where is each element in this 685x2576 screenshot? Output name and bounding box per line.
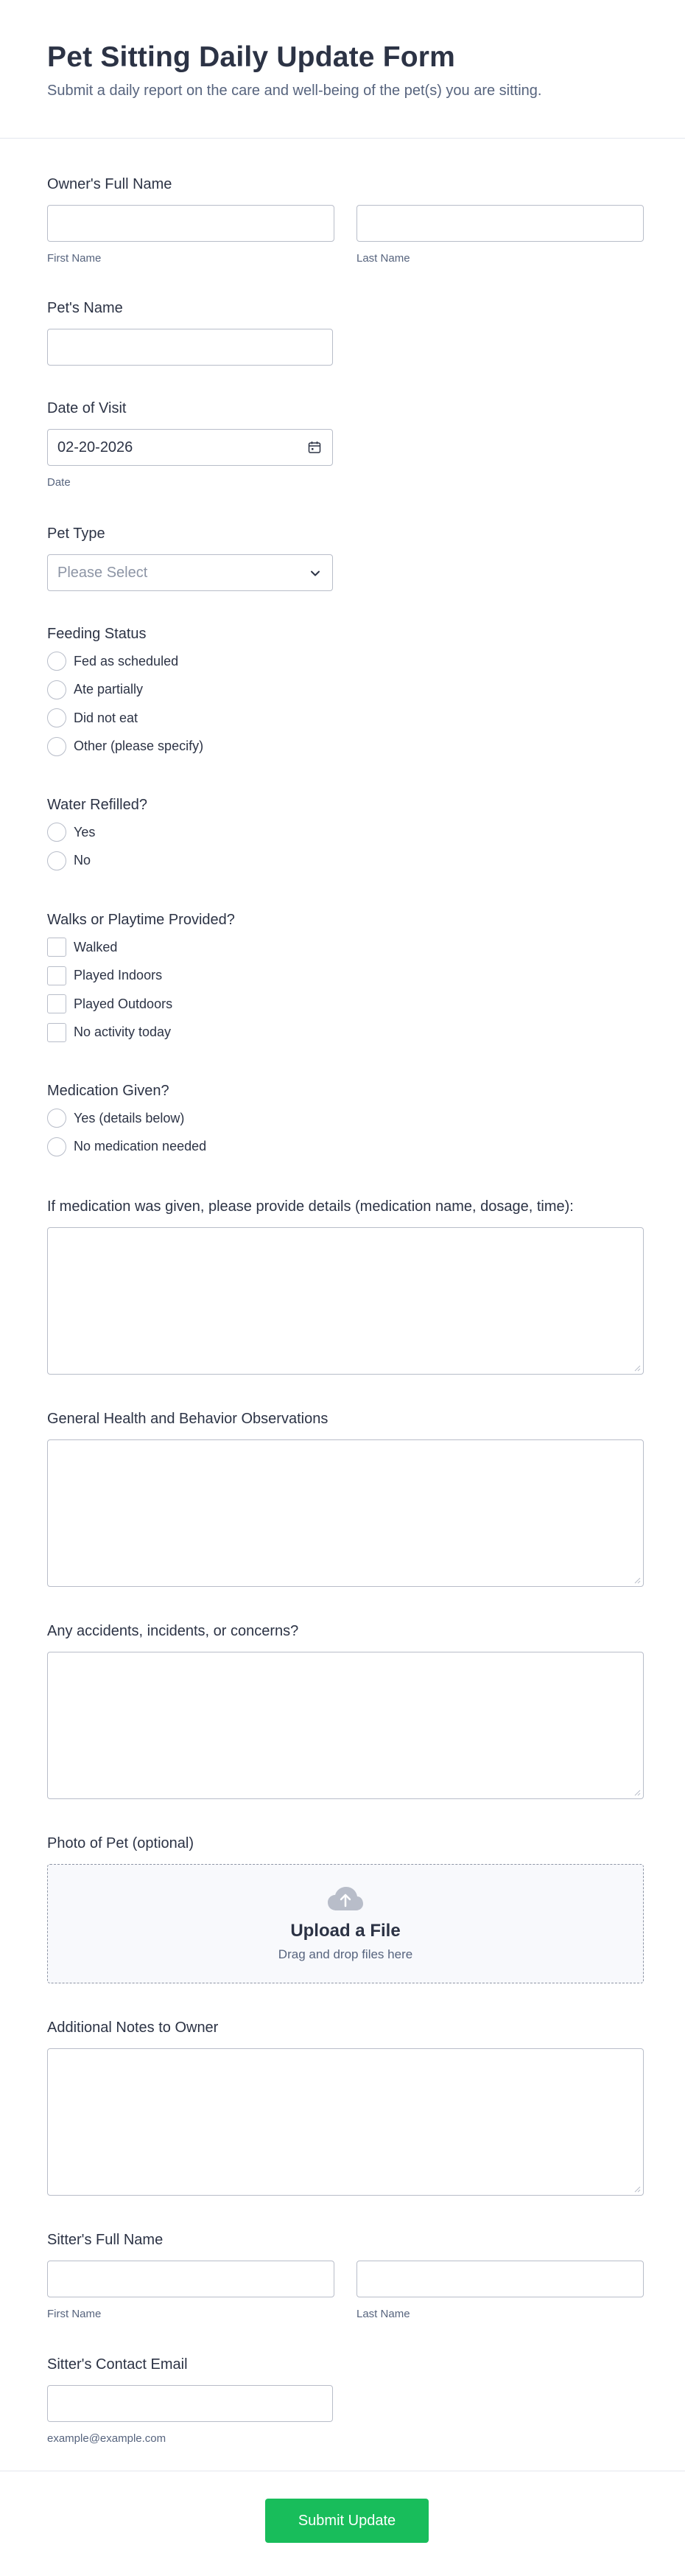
- radio-button[interactable]: [47, 851, 66, 870]
- sitter-email-input[interactable]: [47, 2385, 333, 2422]
- feeding-option[interactable]: [47, 676, 203, 705]
- sitter-first-name-input[interactable]: [47, 2261, 334, 2297]
- resize-grip-icon[interactable]: [633, 1789, 641, 1796]
- incidents-label: Any accidents, incidents, or concerns?: [47, 1623, 299, 1639]
- form-subtitle: Submit a daily report on the care and well-being of the pet(s) you are sitting.: [47, 83, 542, 99]
- incidents-field: [47, 1622, 644, 1799]
- owner-name-label: Owner's Full Name: [47, 176, 172, 192]
- sitter-email-sublabel: example@example.com: [47, 2432, 166, 2445]
- visit-date-label: Date of Visit: [47, 400, 127, 416]
- pet-name-label: Pet's Name: [47, 300, 123, 316]
- checkbox[interactable]: [47, 966, 66, 985]
- sitter-first-name-sublabel: First Name: [47, 2308, 102, 2320]
- pet-type-label: Pet Type: [47, 526, 105, 542]
- photo-upload-field: [47, 1835, 644, 1983]
- file-upload-dropzone[interactable]: [47, 1864, 644, 1983]
- medication-details-textarea[interactable]: [47, 1227, 644, 1375]
- medication-given-field: [47, 1082, 206, 1161]
- walks-option-label: Played Outdoors: [74, 996, 173, 1011]
- sitter-last-name-sublabel: Last Name: [356, 2308, 410, 2320]
- medication-option[interactable]: [47, 1133, 206, 1162]
- medication-option-label: Yes (details below): [74, 1110, 185, 1125]
- resize-grip-icon[interactable]: [633, 1577, 641, 1584]
- resize-grip-icon[interactable]: [633, 1364, 641, 1372]
- sitter-name-field: [47, 2231, 644, 2320]
- radio-button[interactable]: [47, 823, 66, 842]
- form-footer: [0, 2471, 685, 2576]
- water-option-label: No: [74, 853, 91, 868]
- visit-date-sublabel: Date: [47, 476, 71, 489]
- water-refilled-field: [47, 796, 147, 875]
- water-refilled-label: Water Refilled?: [47, 797, 147, 813]
- pet-type-field: [47, 525, 333, 591]
- feeding-status-field: [47, 625, 203, 761]
- radio-button[interactable]: [47, 1109, 66, 1128]
- health-observations-field: [47, 1410, 644, 1587]
- radio-button[interactable]: [47, 680, 66, 699]
- walks-option-label: Walked: [74, 939, 118, 954]
- walks-playtime-field: [47, 911, 235, 1047]
- upload-title: Upload a File: [290, 1921, 401, 1941]
- radio-button[interactable]: [47, 737, 66, 756]
- health-observations-textarea[interactable]: [47, 1439, 644, 1587]
- sitter-name-label: Sitter's Full Name: [47, 2232, 164, 2248]
- visit-date-input[interactable]: [47, 429, 333, 466]
- owner-last-name-sublabel: Last Name: [356, 252, 410, 265]
- photo-upload-label: Photo of Pet (optional): [47, 1835, 194, 1851]
- feeding-option-label: Did not eat: [74, 710, 138, 725]
- additional-notes-textarea[interactable]: [47, 2048, 644, 2196]
- incidents-textarea[interactable]: [47, 1652, 644, 1799]
- feeding-option[interactable]: [47, 647, 203, 676]
- feeding-option-label: Ate partially: [74, 682, 144, 697]
- medication-option[interactable]: [47, 1104, 206, 1133]
- owner-name-field: [47, 175, 644, 265]
- resize-grip-icon[interactable]: [633, 2185, 641, 2193]
- walks-option[interactable]: [47, 962, 235, 991]
- pet-name-field: [47, 299, 333, 366]
- chevron-down-icon: [309, 567, 322, 580]
- owner-first-name-sublabel: First Name: [47, 252, 102, 265]
- visit-date-field: [47, 399, 333, 489]
- walks-option[interactable]: [47, 933, 235, 962]
- feeding-status-label: Feeding Status: [47, 626, 147, 642]
- checkbox[interactable]: [47, 994, 66, 1013]
- sitter-email-label: Sitter's Contact Email: [47, 2356, 188, 2373]
- pet-type-select[interactable]: [47, 554, 333, 591]
- form-header: [0, 0, 685, 139]
- medication-given-label: Medication Given?: [47, 1083, 169, 1099]
- feeding-option-label: Fed as scheduled: [74, 653, 179, 669]
- radio-button[interactable]: [47, 708, 66, 727]
- visit-date-value: 02-20-2026: [57, 439, 133, 455]
- walks-playtime-label: Walks or Playtime Provided?: [47, 912, 235, 928]
- form-title: Pet Sitting Daily Update Form: [47, 41, 456, 73]
- sitter-last-name-input[interactable]: [356, 2261, 644, 2297]
- upload-subtitle: Drag and drop files here: [278, 1947, 413, 1961]
- walks-option-label: No activity today: [74, 1025, 172, 1040]
- feeding-option[interactable]: [47, 704, 203, 733]
- additional-notes-label: Additional Notes to Owner: [47, 2020, 219, 2036]
- pet-type-placeholder: Please Select: [57, 564, 148, 581]
- medication-option-label: No medication needed: [74, 1139, 207, 1154]
- additional-notes-field: [47, 2019, 644, 2196]
- owner-last-name-input[interactable]: [356, 205, 644, 242]
- cloud-upload-icon: [326, 1885, 365, 1913]
- sitter-email-field: [47, 2356, 333, 2445]
- medication-details-label: If medication was given, please provide details (medication name, dosage, time):: [47, 1198, 574, 1215]
- submit-button[interactable]: Submit Update: [265, 2499, 429, 2543]
- walks-option-label: Played Indoors: [74, 968, 163, 983]
- feeding-option[interactable]: [47, 733, 203, 761]
- owner-first-name-input[interactable]: [47, 205, 334, 242]
- walks-option[interactable]: [47, 990, 235, 1019]
- radio-button[interactable]: [47, 652, 66, 671]
- water-option-label: Yes: [74, 824, 96, 840]
- feeding-option-label: Other (please specify): [74, 739, 204, 754]
- radio-button[interactable]: [47, 1137, 66, 1156]
- medication-details-field: [47, 1198, 644, 1375]
- health-observations-label: General Health and Behavior Observations: [47, 1411, 329, 1427]
- walks-option[interactable]: [47, 1019, 235, 1047]
- calendar-icon[interactable]: [307, 440, 322, 455]
- checkbox[interactable]: [47, 938, 66, 957]
- pet-name-input[interactable]: [47, 329, 333, 366]
- water-option[interactable]: [47, 818, 147, 847]
- checkbox[interactable]: [47, 1023, 66, 1042]
- water-option[interactable]: [47, 847, 147, 876]
